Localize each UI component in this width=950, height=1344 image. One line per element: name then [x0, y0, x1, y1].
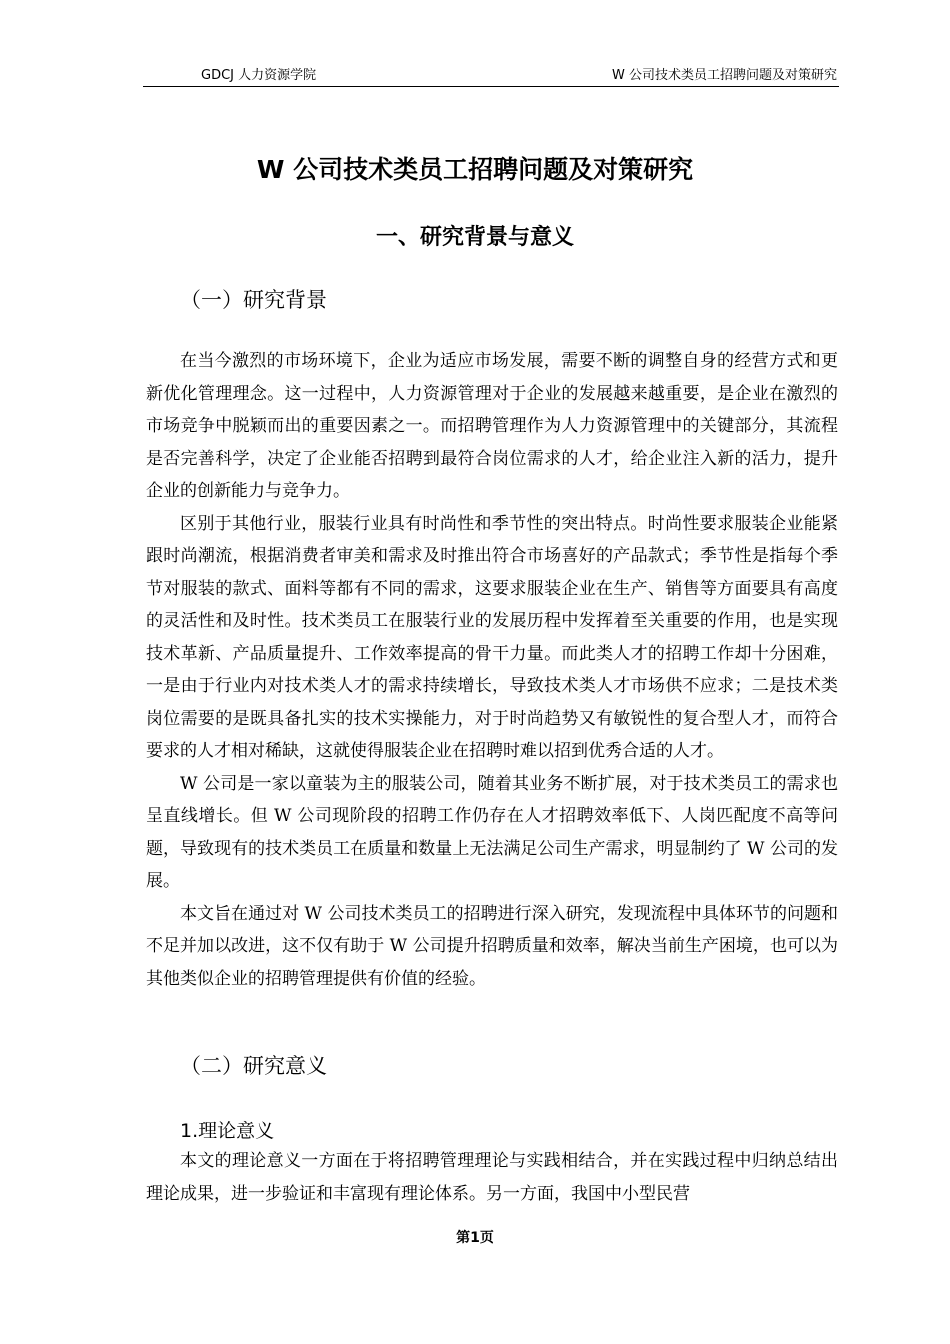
subsection-heading-background: （一）研究背景: [180, 288, 327, 312]
background-body: [146, 345, 838, 995]
document-title: W 公司技术类员工招聘问题及对策研究: [256, 155, 694, 184]
paragraph: W 公司是一家以童装为主的服装公司，随着其业务不断扩展，对于技术类员工的需求也呈直线增长。但 W 公司现阶段的招聘工作仍存在人才招聘效率低下、人岗匹配度不高等问题，导致现有的技术类员工在质量和数量上无法满足公司生产需求，明显制约了 W 公司的发展。: [146, 773, 838, 891]
theory-significance-body: [146, 1145, 838, 1210]
theory-significance-heading: 1.理论意义: [180, 1120, 275, 1142]
paragraph: 区别于其他行业，服装行业具有时尚性和季节性的突出特点。时尚性要求服装企业能紧跟时尚潮流，根据消费者审美和需求及时推出符合市场喜好的产品款式；季节性是指每个季节对服装的款式、面料等都有不同的需求，这要求服装企业在生产、销售等方面要具有高度的灵活性和及时性。技术类员工在服装行业的发展历程中发挥着至关重要的作用，也是实现技术革新、产品质量提升、工作效率提高的骨干力量。而此类人才的招聘工作却十分困难，一是由于行业内对技术类人才的需求持续增长，导致技术类人才市场供不应求；二是技术类岗位需要的是既具备扎实的技术实操能力，对于时尚趋势又有敏锐性的复合型人才，而符合要求的人才相对稀缺，这就使得服装企业在招聘时难以招到优秀合适的人才。: [146, 513, 838, 761]
section-heading: 一、研究背景与意义: [375, 225, 574, 250]
subsection-heading-significance: （二）研究意义: [180, 1054, 327, 1078]
paragraph: 在当今激烈的市场环境下，企业为适应市场发展，需要不断的调整自身的经营方式和更新优化管理理念。这一过程中，人力资源管理对于企业的发展越来越重要，是企业在激烈的市场竞争中脱颖而出的重要因素之一。而招聘管理作为人力资源管理中的关键部分，其流程是否完善科学，决定了企业能否招聘到最符合岗位需求的人才，给企业注入新的活力，提升企业的创新能力与竞争力。: [146, 351, 838, 501]
paragraph: 本文旨在通过对 W 公司技术类员工的招聘进行深入研究，发现流程中具体环节的问题和不足并加以改进，这不仅有助于 W 公司提升招聘质量和效率，解决当前生产困境，也可以为其他类似企业的招聘管理提供有价值的经验。: [146, 903, 838, 989]
header-institution: GDCJ 人力资源学院: [201, 68, 317, 83]
page-number: 第1页: [456, 1230, 494, 1246]
page-header: [143, 66, 839, 87]
header-running-title: W 公司技术类员工招聘问题及对策研究: [612, 68, 837, 83]
paragraph: 本文的理论意义一方面在于将招聘管理理论与实践相结合，并在实践过程中归纳总结出理论成果，进一步验证和丰富现有理论体系。另一方面，我国中小型民营: [146, 1151, 838, 1204]
